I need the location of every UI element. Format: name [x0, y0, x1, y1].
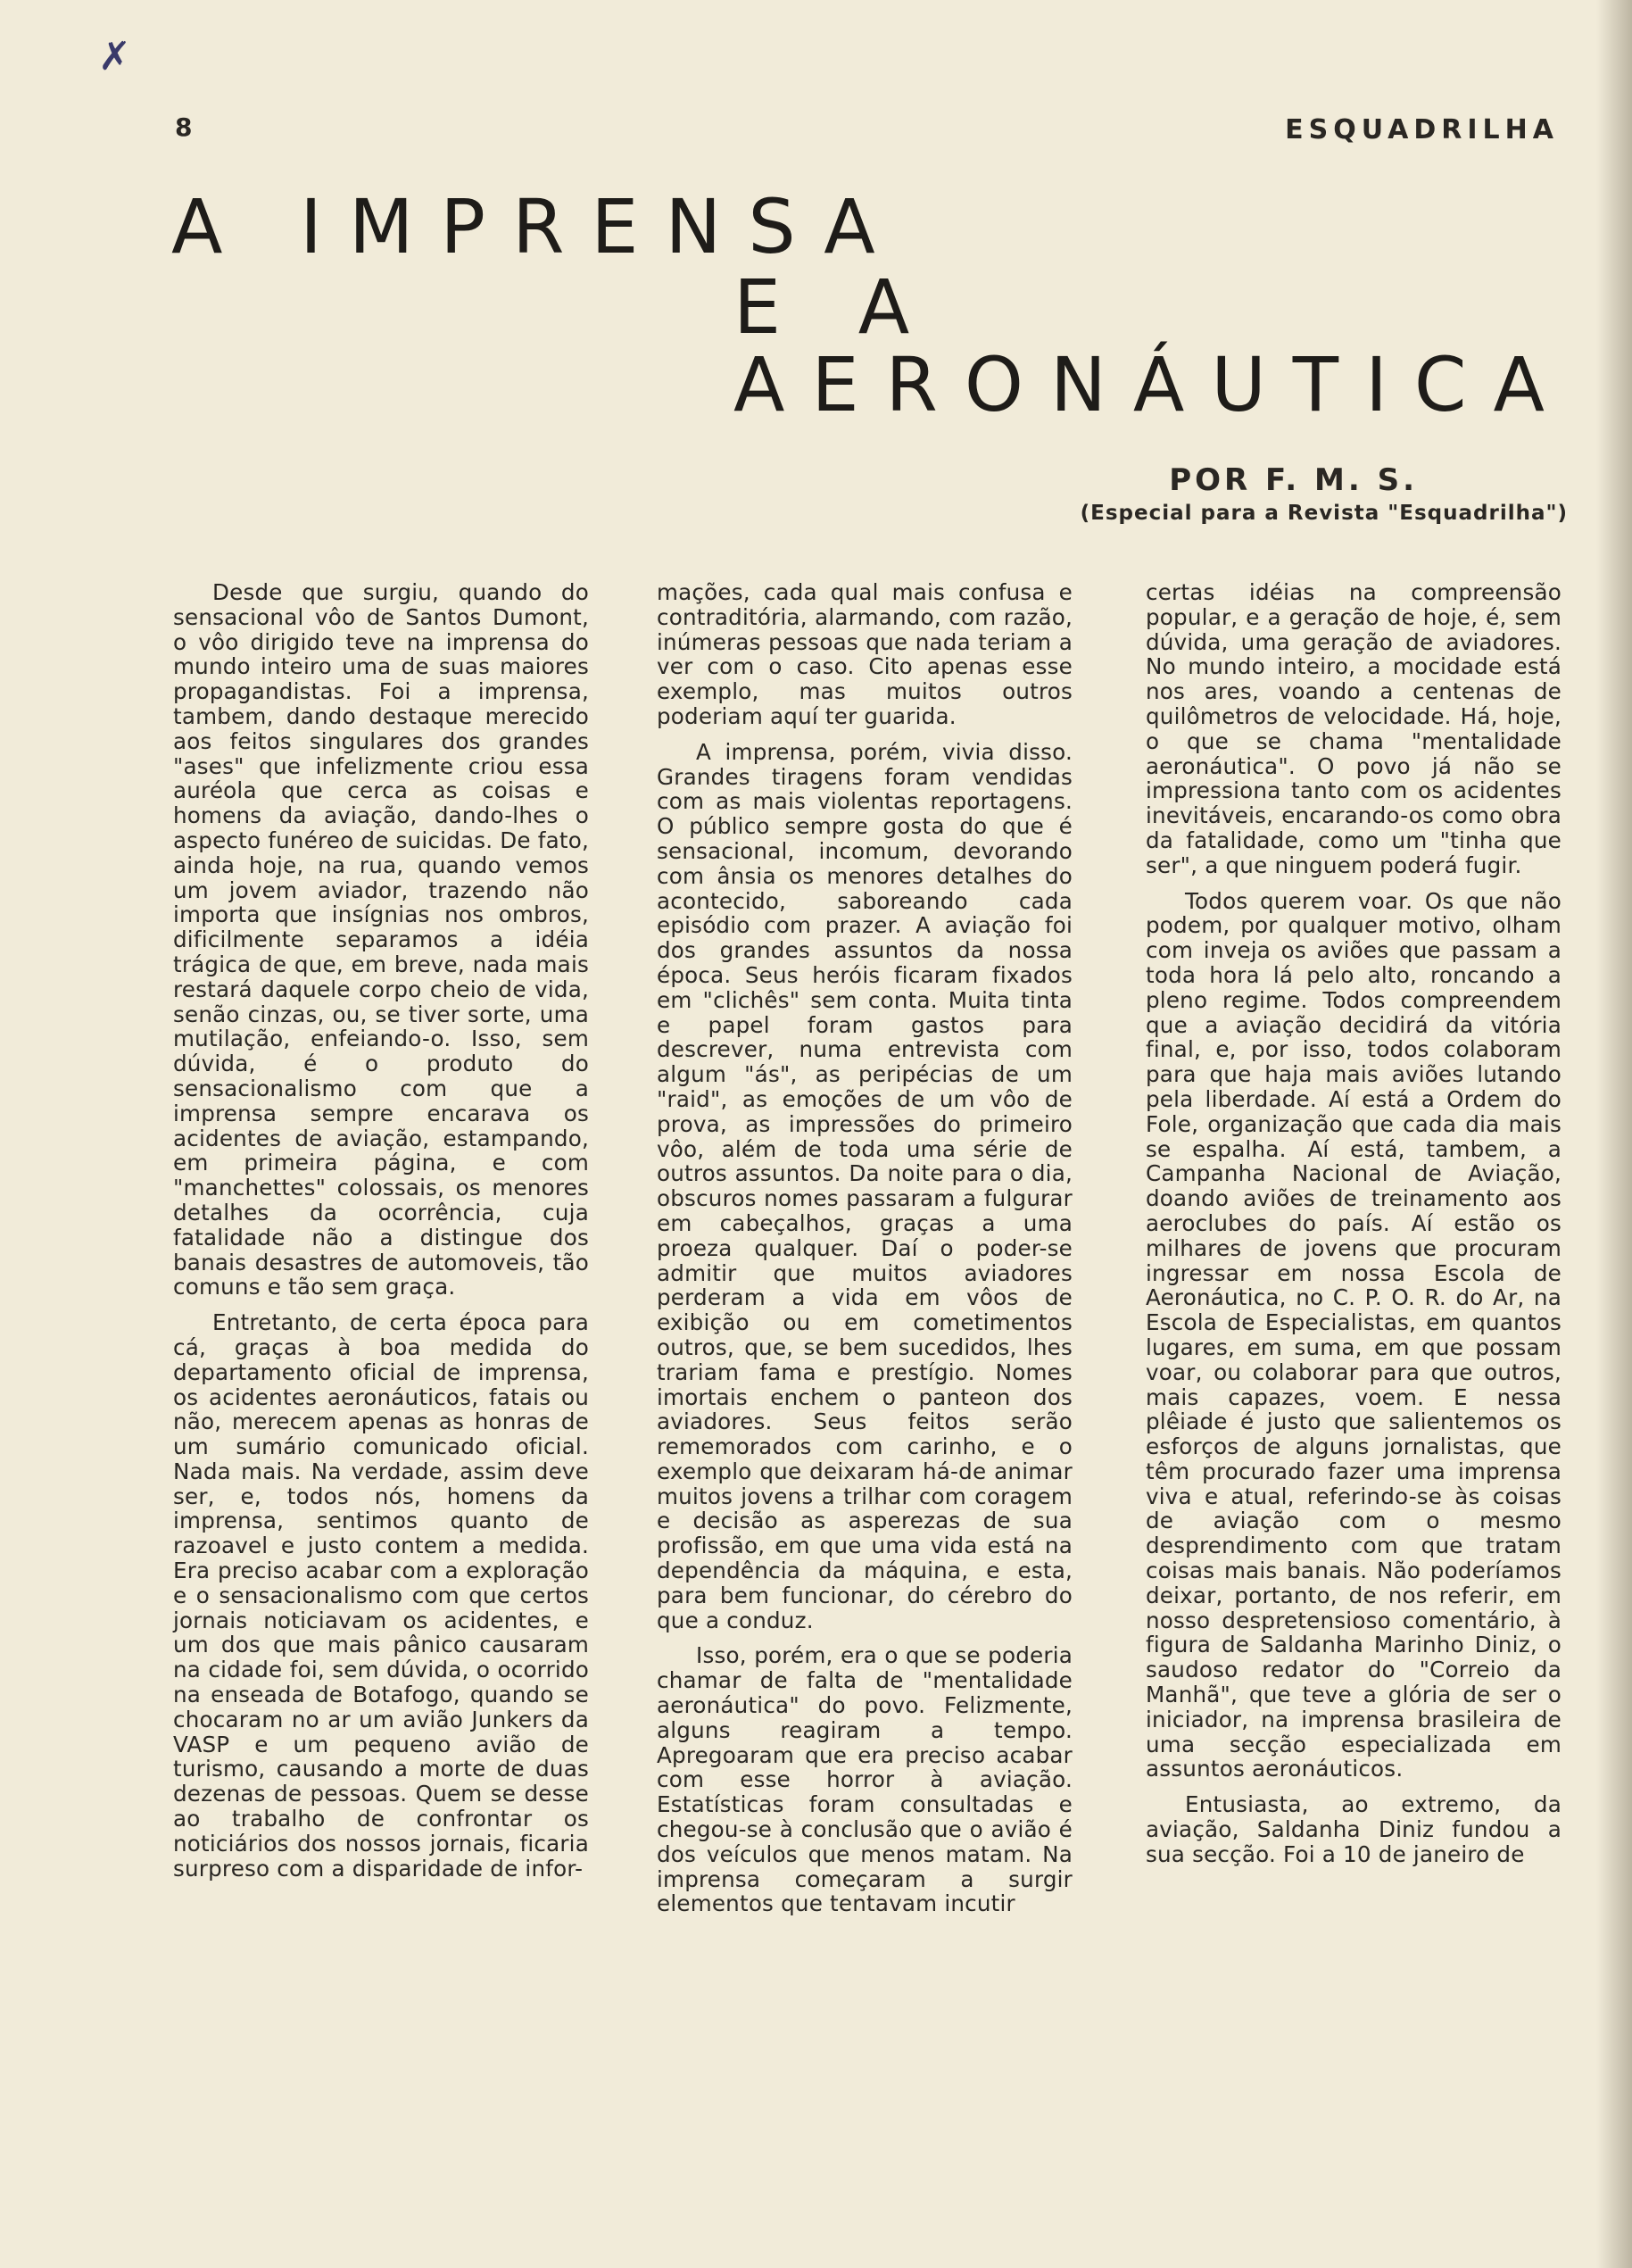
paragraph: Entusiasta, ao extremo, da aviação, Saldanha Diniz fundou a sua secção. Foi a 10 de janeiro de — [1146, 1791, 1562, 1867]
text-column-1 — [173, 580, 589, 1881]
article-title-line-1: A IMPRENSA — [171, 183, 902, 270]
article-title-line-2: E A — [733, 263, 937, 351]
paragraph: Isso, porém, era o que se poderia chamar de falta de "mentalidade aeronáutica" do povo. Felizmente, alguns reagiram a tempo. Apregoaram que era preciso acabar com esse horror à aviação. Estatísticas foram consultadas e chegou-se à conclusão que o avião é dos veículos que menos matam. Na imprensa começaram a surgir elementos que tentavam incutir — [657, 1642, 1073, 1917]
page-number: 8 — [175, 112, 193, 142]
page-edge-shadow — [1596, 0, 1632, 2268]
article-subline: (Especial para a Revista "Esquadrilha") — [1080, 502, 1568, 525]
paragraph: Todos querem voar. Os que não podem, por qualquer motivo, olham com inveja os aviões que passam a toda hora lá pelo alto, roncando a pleno regime. Todos compreendem que a aviação decidirá da vitória final, e, por isso, todos colaboram para que haja mais aviões lutando pela liberdade. Aí está a Ordem do Fole, organização que cada dia mais se espalha. Aí está, tambem, a Campanha Nacional de Aviação, doando aviões de treinamento aos aeroclubes do país. Aí estão os milhares de jovens que procuram ingressar em nossa Escola de Aeronáutica, no C. P. O. R. do Ar, na Escola de Especialistas, em quantos lugares, em suma, em que possam voar, ou colaborar para que outros, mais capazes, voem. E nessa plêiade é justo que salientemos os esforços de alguns jornalistas, que têm procurado fazer uma imprensa viva e atual, referindo-se às coisas de aviação com o mesmo desprendimento com que tratam coisas mais banais. Não poderíamos deixar, portanto, de nos referir, em nosso despretensioso comentário, à figura de Saldanha Marinho Diniz, o saudoso redator do "Correio da Manhã", que teve a glória de ser o iniciador, na imprensa brasileira de uma secção especializada em assuntos aeronáuticos. — [1146, 887, 1562, 1782]
article-byline: POR F. M. S. — [1169, 462, 1418, 498]
text-column-3 — [1146, 580, 1562, 1867]
paragraph: mações, cada qual mais confusa e contraditória, alarmando, com razão, inúmeras pessoas que nada teriam a ver com o caso. Cito apenas esse exemplo, mas muitos outros poderiam aquí ter guarida. — [657, 579, 1073, 729]
paragraph: A imprensa, porém, vivia disso. Grandes tiragens foram vendidas com as mais violentas reportagens. O público sempre gosta do que é sensacional, incomum, devorando com ânsia os menores detalhes do acontecido, saboreando cada episódio com prazer. A aviação foi dos grandes assuntos da nossa época. Seus heróis ficaram fixados em "clichês" sem conta. Muita tinta e papel foram gastos para descrever, numa entrevista com algum "ás", as peripécias de um "raid", as emoções de um vôo de prova, as impressões do primeiro vôo, além de toda uma série de outros assuntos. Da noite para o dia, obscuros nomes passaram a fulgurar em cabeçalhos, graças a uma proeza qualquer. Daí o poder-se admitir que muitos aviadores perderam a vida em vôos de exibição ou em cometimentos outros, que, se bem sucedidos, lhes trariam fama e prestígio. Nomes imortais enchem o panteon dos aviadores. Seus feitos serão rememorados com carinho, e o exemplo que deixaram há-de animar muitos jovens a trilhar com coragem e decisão as asperezas de sua profissão, em que uma vida está na dependência da máquina, e esta, para bem funcionar, do cérebro do que a conduz. — [657, 738, 1073, 1633]
article-title-line-3: AERONÁUTICA — [733, 341, 1571, 428]
handwritten-mark: ✗ — [98, 34, 131, 79]
paragraph: Desde que surgiu, quando do sensacional vôo de Santos Dumont, o vôo dirigido teve na imprensa do mundo inteiro uma de suas maiores propagandistas. Foi a imprensa, tambem, dando destaque merecido aos feitos singulares dos grandes "ases" que infelizmente criou essa auréola que cerca as coisas e homens da aviação, dando-lhes o aspecto funéreo de suicidas. De fato, ainda hoje, na rua, quando vemos um jovem aviador, trazendo não importa que insígnias nos ombros, dificilmente separamos a idéia trágica de que, em breve, nada mais restará daquele corpo cheio de vida, senão cinzas, ou, se tiver sorte, uma mutilação, enfeiando-o. Isso, sem dúvida, é o produto do sensacionalismo com que a imprensa sempre encarava os acidentes de aviação, estampando, em primeira página, e com "manchettes" colossais, os menores detalhes da ocorrência, cuja fatalidade não a distingue dos banais desastres de automoveis, tão comuns e tão sem graça. — [173, 579, 589, 1300]
magazine-name: ESQUADRILHA — [1285, 114, 1559, 145]
paragraph: Entretanto, de certa época para cá, graças à boa medida do departamento oficial de imprensa, os acidentes aeronáuticos, fatais ou não, merecem apenas as honras de um sumário comunicado oficial. Nada mais. Na verdade, assim deve ser, e, todos nós, homens da imprensa, sentimos quanto de razoavel e justo contem a medida. Era preciso acabar com a exploração e o sensacionalismo com que certos jornais noticiavam os acidentes, e um dos que mais pânico causaram na cidade foi, sem dúvida, o ocorrido na enseada de Botafogo, quando se chocaram no ar um avião Junkers da VASP e um pequeno avião de turismo, causando a morte de duas dezenas de pessoas. Quem se desse ao trabalho de confrontar os noticiários dos nossos jornais, ficaria surpreso com a disparidade de infor- — [173, 1309, 589, 1882]
paragraph: certas idéias na compreensão popular, e a geração de hoje, é, sem dúvida, uma geração de aviadores. No mundo inteiro, a mocidade está nos ares, voando a centenas de quilômetros de velocidade. Há, hoje, o que se chama "mentalidade aeronáutica". O povo já não se impressiona tanto com os acidentes inevitáveis, encarando-os como obra da fatalidade, como um "tinha que ser", a que ninguem poderá fugir. — [1146, 579, 1562, 878]
text-column-2 — [657, 580, 1073, 1916]
